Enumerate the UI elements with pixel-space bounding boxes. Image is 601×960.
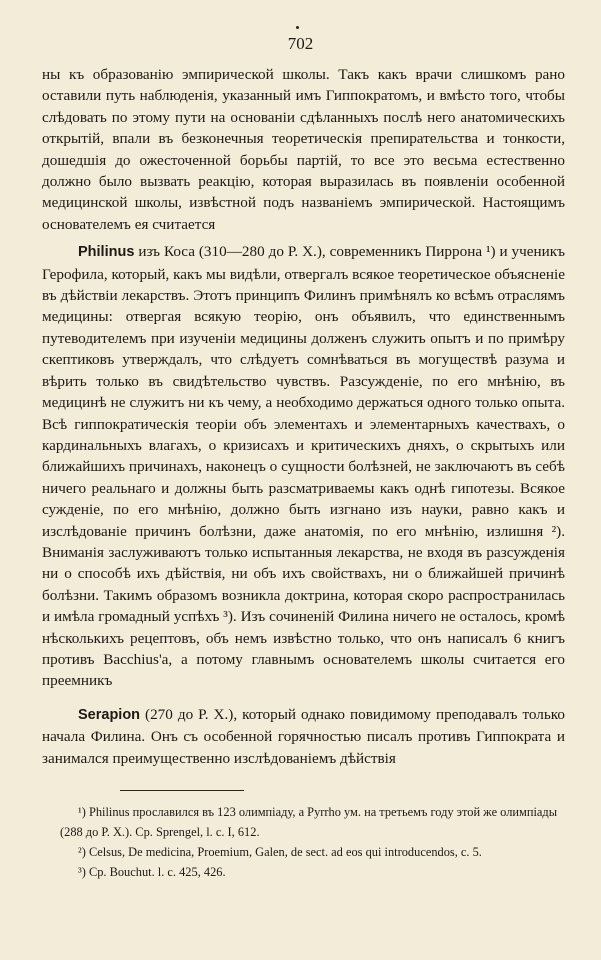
footnote-divider <box>120 790 244 791</box>
footnote-3: ³) Cp. Bouchut. l. c. 425, 426. <box>78 865 226 879</box>
footnote-1: ¹) Philinus прославился въ 123 олимпіаду, а Pyrrho ум. на третьемъ году этой же олимпіады (288 до Р. Х.). Cp. Sprengel, l. c. I, 612. <box>60 805 558 839</box>
name-serapion: Serapion <box>78 706 141 723</box>
paragraph-serapion <box>42 704 565 769</box>
page-number: 702 <box>287 34 314 53</box>
print-mark <box>296 26 299 29</box>
main-text <box>42 64 565 769</box>
paragraph-serapion-text: (270 до Р. Х.), который однако повидимому преподавалъ только начала Филина. Онъ съ особенной горячностью писалъ противъ Гиппократа и занимался преимущественно изслѣдованіемъ дѣйствія <box>42 705 565 767</box>
paragraph-1: ны къ образованію эмпирической школы. Такъ какъ врачи слишкомъ рано оставили путь наблюденія, указанный имъ Гиппократомъ, и вмѣсто того, чтобы слѣдовать по этому пути на основаніи сдѣланныхъ послѣ него анатомическихъ открытій, впали въ безконечныя теоретическія препирательства и тонкости, дошедшія до ожесточенной борьбы партій, то все это весьма естественно должно было вызвать реакцію, которая выразилась въ появленіи особенной медицинской школы, извѣстной подъ названіемъ эмпирической. Настоящимъ основателемъ ея считается <box>42 66 565 233</box>
paragraph-philinus-text: изъ Коса (310—280 до Р. Х.), современникъ Пиррона ¹) и ученикъ Герофила, который, какъ мы видѣли, отвергалъ всякое теоретическое объясненіе въ дѣйствіи лекарствъ. Этотъ принципъ Филинъ примѣнялъ ко всѣмъ отраслямъ медицины: отвергая всякую теорію, онъ объявилъ, что единственнымъ путеводителемъ при изученіи медицины долженъ служить опытъ и по примѣру скептиковъ утверждалъ, что слѣдуетъ сомнѣваться въ могуществѣ разума и вѣрить только въ свидѣтельство чувствъ. Разсужденіе, по его мнѣнію, въ медицинѣ не служитъ ни къ чему, а необходимо держаться одного только опыта. Всѣ гиппократическія теоріи объ элементахъ и элементарныхъ качествахъ, о кардинальныхъ влагахъ, о кризисахъ и критическихъ дняхъ, о скрытыхъ или ближайшихъ причинахъ, наконецъ о сущности болѣзней, не заключаютъ въ себѣ ничего реальнаго и должны быть разсматриваемы какъ однѣ гипотезы. Всякое сужденіе, по его мнѣнію, должно быть изгнано изъ науки, равно какъ и изслѣдованіе причинъ болѣзни, даже анатомія, по его мнѣнію, излишня ²). Вниманія заслуживаютъ только испытанныя лекарства, не входя въ разсужденія ни о способѣ ихъ дѣйствія, ни объ ихъ свойствахъ, ни о ближайшей причинѣ болѣзни. Такимъ образомъ возникла доктрина, которая скоро распространилась и имѣла громадный успѣхъ ³). Изъ сочиненій Филина ничего не осталось, кромѣ нѣсколькихъ рецептовъ, объ немъ извѣстно только, что онъ написалъ 6 книгъ противъ Bacchius'a, а потому главнымъ основателемъ школы считается его преемникъ <box>42 243 565 690</box>
name-philinus: Philinus <box>78 244 135 261</box>
footnote-2: ²) Celsus, De medicina, Proemium, Galen, de sect. ad eos qui introducendos, c. 5. <box>78 845 482 859</box>
footnotes <box>60 802 570 882</box>
paragraph-philinus <box>42 241 565 692</box>
